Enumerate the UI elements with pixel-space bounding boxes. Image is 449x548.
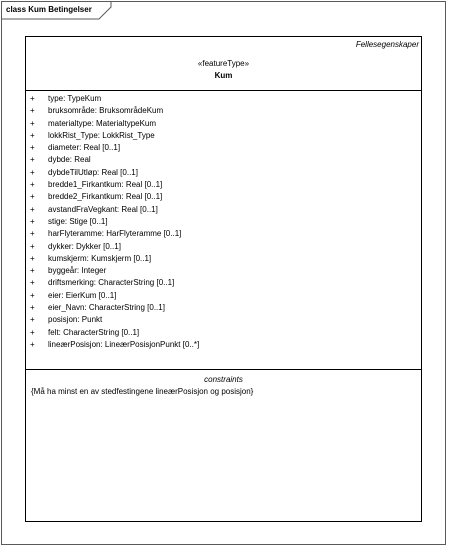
attribute-visibility: + — [30, 118, 35, 128]
attribute-text: materialtype: MaterialtypeKum — [48, 118, 157, 128]
attribute-visibility: + — [30, 241, 35, 251]
attribute-visibility: + — [30, 303, 35, 313]
attribute-item — [26, 253, 421, 265]
constraints-divider — [26, 369, 421, 370]
attribute-visibility: + — [30, 327, 35, 337]
attribute-text: bredde2_Firkantkum: Real [0..1] — [48, 192, 163, 202]
attribute-visibility: + — [30, 278, 35, 288]
attribute-item — [26, 105, 421, 117]
attribute-visibility: + — [30, 167, 35, 177]
attribute-item — [26, 93, 421, 105]
attribute-item — [26, 327, 421, 339]
attribute-item — [26, 339, 421, 351]
attribute-visibility: + — [30, 290, 35, 300]
attribute-item — [26, 216, 421, 228]
class-name: Kum — [214, 71, 233, 80]
attribute-visibility: + — [30, 266, 35, 276]
attributes-divider — [26, 90, 421, 91]
attribute-visibility: + — [30, 143, 35, 153]
constraint-text: {Må ha minst en av stedfestingene lineærPosisjon og posisjon} — [31, 387, 254, 396]
attribute-text: posisjon: Punkt — [48, 315, 103, 325]
attribute-text: driftsmerking: CharacterString [0..1] — [48, 278, 175, 288]
attribute-item — [26, 241, 421, 253]
attribute-item — [26, 277, 421, 289]
attribute-item — [26, 228, 421, 240]
attribute-text: stige: Stige [0..1] — [48, 216, 108, 226]
attribute-item — [26, 290, 421, 302]
class-stereotype: «featureType» — [197, 59, 250, 68]
attribute-text: lineærPosisjon: LineærPosisjonPunkt [0..*] — [48, 339, 200, 349]
attribute-text: diameter: Real [0..1] — [48, 143, 121, 153]
attribute-item — [26, 302, 421, 314]
attribute-item — [26, 191, 421, 203]
attribute-visibility: + — [30, 155, 35, 165]
frame-title: class Kum Betingelser — [6, 5, 92, 14]
attribute-visibility: + — [30, 204, 35, 214]
attribute-item — [26, 314, 421, 326]
attribute-text: harFlyteramme: HarFlyteramme [0..1] — [48, 229, 182, 239]
attribute-text: felt: CharacterString [0..1] — [48, 327, 140, 337]
attribute-item — [26, 167, 421, 179]
attribute-visibility: + — [30, 106, 35, 116]
attribute-visibility: + — [30, 216, 35, 226]
attribute-item — [26, 265, 421, 277]
attribute-visibility: + — [30, 94, 35, 103]
attribute-text: avstandFraVegkant: Real [0..1] — [48, 204, 158, 214]
attribute-text: type: TypeKum — [48, 94, 102, 103]
attribute-visibility: + — [30, 339, 35, 349]
attribute-visibility: + — [30, 315, 35, 325]
attribute-list — [26, 93, 421, 351]
attribute-text: eier_Navn: CharacterString [0..1] — [48, 303, 165, 313]
attribute-text: dybdeTilUtløp: Real [0..1] — [48, 167, 138, 177]
attribute-visibility: + — [30, 253, 35, 263]
attribute-visibility: + — [30, 180, 35, 190]
package-name: Fellesegenskaper — [355, 40, 419, 49]
attribute-text: byggeår: Integer — [48, 266, 107, 276]
attribute-text: lokkRist_Type: LokkRist_Type — [48, 130, 155, 140]
attribute-item — [26, 154, 421, 166]
attribute-text: bredde1_Firkantkum: Real [0..1] — [48, 180, 163, 190]
class-box-kum[interactable] — [25, 36, 422, 522]
attribute-text: dybde: Real — [48, 155, 91, 165]
constraints-title: constraints — [204, 375, 243, 384]
attribute-item — [26, 142, 421, 154]
attribute-text: dykker: Dykker [0..1] — [48, 241, 121, 251]
attribute-text: kumskjerm: Kumskjerm [0..1] — [48, 253, 152, 263]
attribute-item — [26, 204, 421, 216]
attribute-visibility: + — [30, 130, 35, 140]
attribute-visibility: + — [30, 229, 35, 239]
attribute-visibility: + — [30, 192, 35, 202]
attribute-item — [26, 130, 421, 142]
attribute-text: eier: EierKum [0..1] — [48, 290, 117, 300]
attribute-item — [26, 179, 421, 191]
attribute-item — [26, 118, 421, 130]
attribute-text: bruksområde: BruksområdeKum — [48, 106, 164, 116]
